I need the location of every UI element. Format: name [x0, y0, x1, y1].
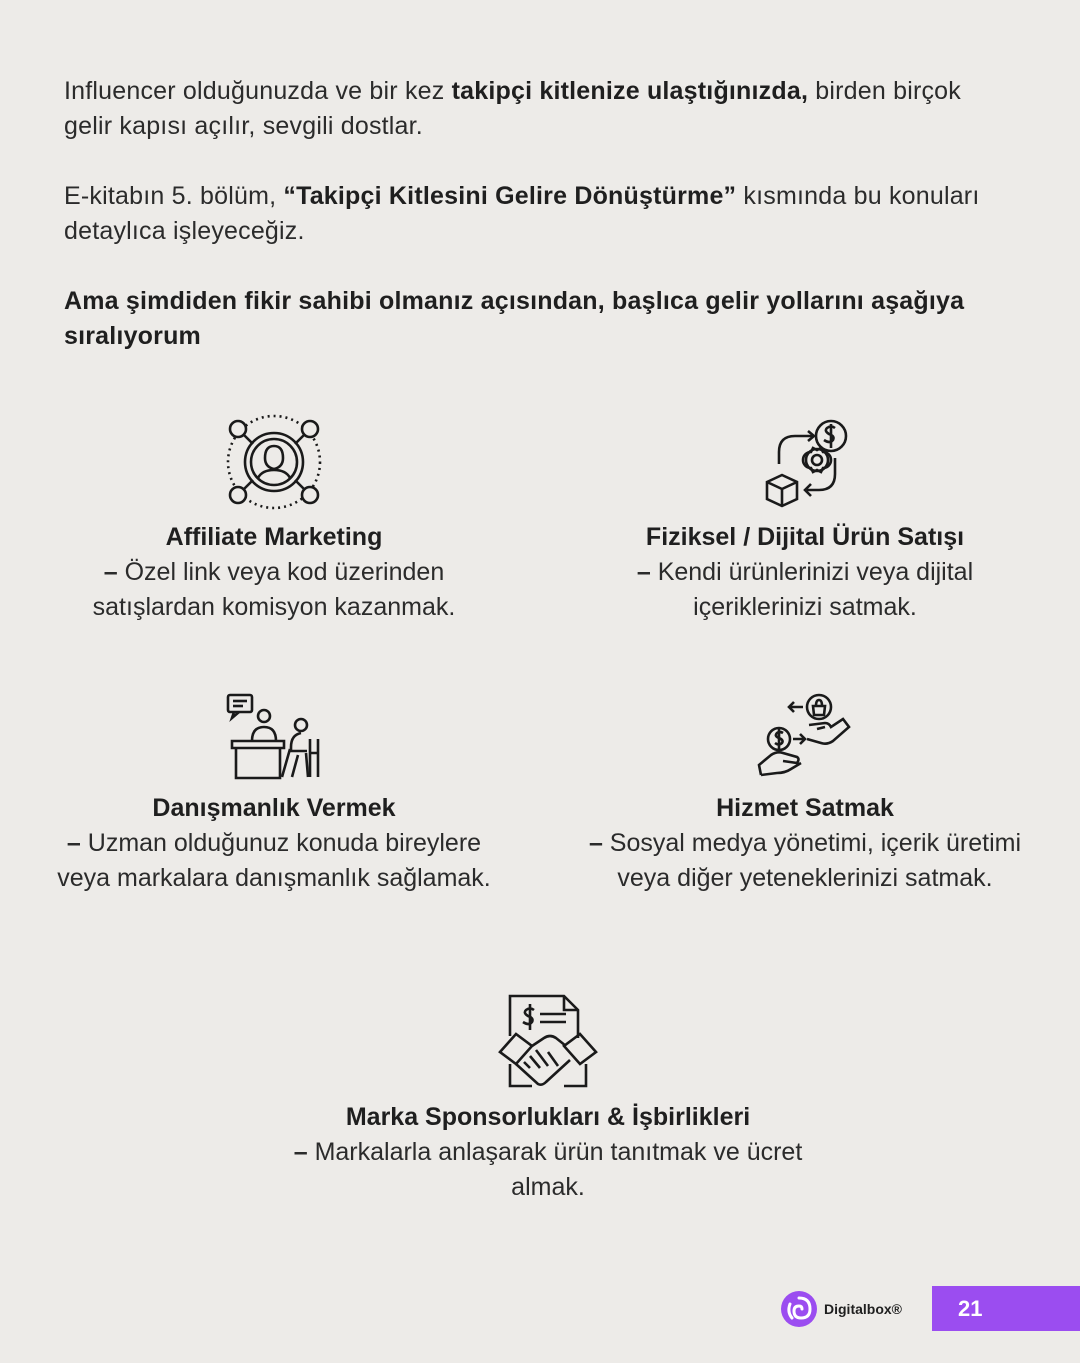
page-number: 21	[932, 1286, 1080, 1331]
brand-logo	[780, 1290, 902, 1328]
lead-heading: Ama şimdiden fikir sahibi olmanız açısından, başlıca gelir yollarını aşağıya sıralıyorum	[64, 287, 965, 350]
item-desc: – Özel link veya kod üzerinden satışlardan komisyon kazanmak.	[92, 558, 456, 621]
item-title: Hizmet Satmak	[716, 794, 894, 822]
intro-paragraph-1	[64, 74, 1004, 144]
item-brand-sponsorships	[290, 992, 806, 1205]
intro-paragraph-2	[64, 179, 1004, 249]
item-service-sales	[575, 683, 1035, 896]
brand-name: Digitalbox®	[824, 1301, 902, 1317]
intro-p1-text-end: birden birçok gelir kapısı açılır, sevgili dostlar.	[64, 77, 961, 140]
item-consulting	[44, 683, 504, 896]
item-product-sales	[575, 412, 1035, 625]
product-exchange-icon	[755, 412, 855, 512]
item-title: Fiziksel / Dijital Ürün Satışı	[645, 523, 965, 551]
service-exchange-icon	[755, 683, 855, 783]
intro-p2-text: E-kitabın 5. bölüm,	[64, 182, 284, 210]
intro-p2-bold: “Takipçi Kitlesini Gelire Dönüştürme”	[283, 182, 737, 210]
intro-p2-text-end: kısmında bu konuları detaylıca işleyeceğiz.	[64, 182, 980, 245]
item-desc: – Markalarla anlaşarak ürün tanıtmak ve ücret almak.	[293, 1138, 803, 1201]
item-title: Danışmanlık Vermek	[152, 794, 396, 822]
intro-text	[64, 74, 1004, 389]
handshake-contract-icon	[498, 992, 598, 1092]
intro-p1-text: Influencer olduğunuzda ve bir kez	[64, 77, 452, 105]
item-desc: – Kendi ürünlerinizi veya dijital içeriklerinizi satmak.	[636, 558, 974, 621]
item-desc: – Sosyal medya yönetimi, içerik üretimi veya diğer yeteneklerinizi satmak.	[588, 829, 1022, 892]
affiliate-network-icon	[224, 412, 324, 512]
item-title: Affiliate Marketing	[165, 523, 383, 551]
item-affiliate-marketing	[44, 412, 504, 625]
brand-spiral-icon	[780, 1290, 818, 1328]
consulting-desk-icon	[224, 683, 324, 783]
item-desc: – Uzman olduğunuz konuda bireylere veya markalara danışmanlık sağlamak.	[57, 829, 491, 892]
intro-p1-bold: takipçi kitlenize ulaştığınızda,	[451, 77, 809, 105]
item-title: Marka Sponsorlukları & İşbirlikleri	[345, 1103, 751, 1131]
